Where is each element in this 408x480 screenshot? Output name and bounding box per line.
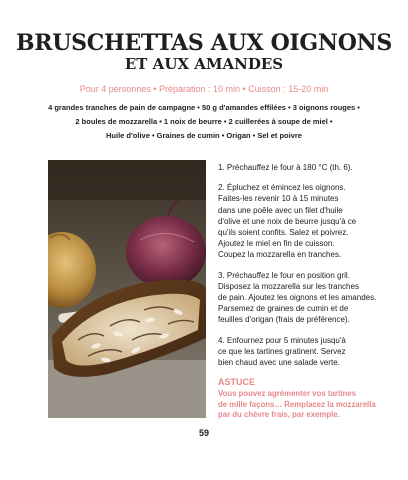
tip-heading: ASTUCE	[218, 377, 256, 388]
page-number: 59	[198, 428, 209, 438]
recipe-step: 3. Préchauffez le four en position gril. Disposez la mozzarella sur les tranches de pain. Ajoutez les oignons et les amandes. Parsemez de graines de cumin et de feuilles d'origan (frais de préférence).	[218, 270, 377, 325]
recipe-steps	[218, 162, 393, 420]
recipe-step: 4. Enfournez pour 5 minutes jusqu'à ce que les tartines gratinent. Servez bien chaud avec une salade verte.	[218, 335, 346, 368]
tip-text: Vous pouvez agrémenter vos tartines de mille façons… Remplacez la mozzarella par du chèvre frais, par exemple.	[218, 389, 376, 420]
recipe-step: 2. Épluchez et émincez les oignons. Faites-les revenir 10 à 15 minutes dans une poêle avec un filet d'huile d'olive et une noix de beurre jusqu'à ce qu'ils soient confits. Salez et poivrez. Ajoutez le miel en fin de cuisson. Coupez la mozzarella en tranches.	[218, 183, 357, 260]
recipe-title: BRUSCHETTAS AUX OIGNONS	[16, 30, 392, 56]
recipe-subtitle: ET AUX AMANDES	[124, 55, 284, 73]
recipe-step: 1. Préchauffez le four à 180 °C (th. 6).	[218, 163, 353, 172]
ingredients-line: 2 boules de mozzarella • 1 noix de beurre • 2 cuillerées à soupe de miel •	[75, 117, 333, 126]
ingredients-line: 4 grandes tranches de pain de campagne • 50 g d'amandes effilées • 3 oignons rouges •	[48, 103, 360, 112]
ingredients-line: Huile d'olive • Graines de cumin • Origan • Sel et poivre	[106, 131, 302, 140]
bruschetta-photo	[48, 160, 206, 418]
recipe-meta: Pour 4 personnes • Préparation : 10 min • Cuisson : 15-20 min	[79, 84, 329, 94]
